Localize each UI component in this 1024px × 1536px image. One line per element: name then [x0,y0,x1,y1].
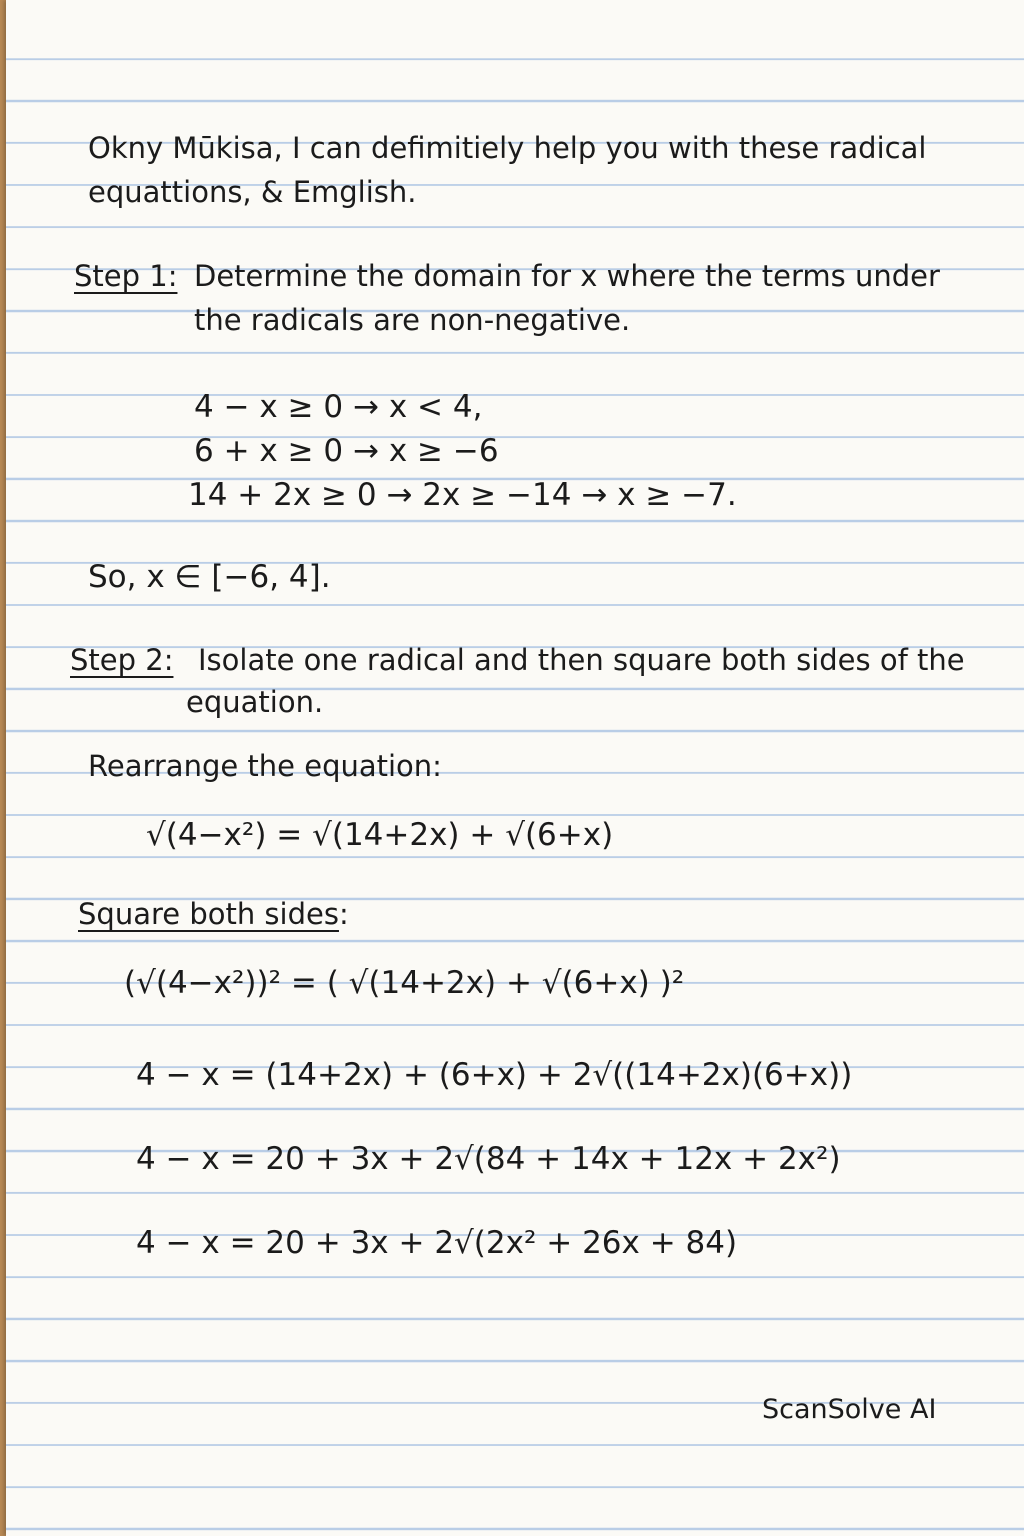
notebook-page [6,0,1024,1536]
inequality-1: 4 − x ≥ 0 → x < 4, [194,389,483,425]
signature: ScanSolve AI [762,1394,937,1425]
step-2-text-line-2: equation. [186,685,324,719]
inequality-3: 14 + 2x ≥ 0 → 2x ≥ −14 → x ≥ −7. [188,477,737,513]
intro-line-2: equattions, & Emglish. [88,175,417,209]
step-2-text-line-1: Isolate one radical and then square both sides of the [198,643,965,677]
equation-expanded: 4 − x = (14+2x) + (6+x) + 2√((14+2x)(6+x)) [136,1057,853,1093]
intro-line-1: Okny Mūkisa, I can defimitiely help you with these radical [88,131,927,165]
equation-multiplied: 4 − x = 20 + 3x + 2√(84 + 14x + 12x + 2x²) [136,1141,841,1177]
equation-simplified: 4 − x = 20 + 3x + 2√(2x² + 26x + 84) [136,1225,738,1261]
square-both-sides-label: Square both sides [78,897,339,931]
inequality-2: 6 + x ≥ 0 → x ≥ −6 [194,433,499,469]
rearrange-label: Rearrange the equation: [88,749,442,783]
step-1-text-line-1: Determine the domain for x where the terms under [194,259,940,293]
step-1-label: Step 1: [74,259,178,293]
step-1-text-line-2: the radicals are non-negative. [194,303,631,337]
step-2-label: Step 2: [70,643,174,677]
equation-squared: (√(4−x²))² = ( √(14+2x) + √(6+x) )² [124,965,685,1001]
domain-conclusion: So, x ∈ [−6, 4]. [88,559,331,595]
equation-rearranged: √(4−x²) = √(14+2x) + √(6+x) [146,817,614,853]
square-both-sides-colon: : [338,897,349,931]
